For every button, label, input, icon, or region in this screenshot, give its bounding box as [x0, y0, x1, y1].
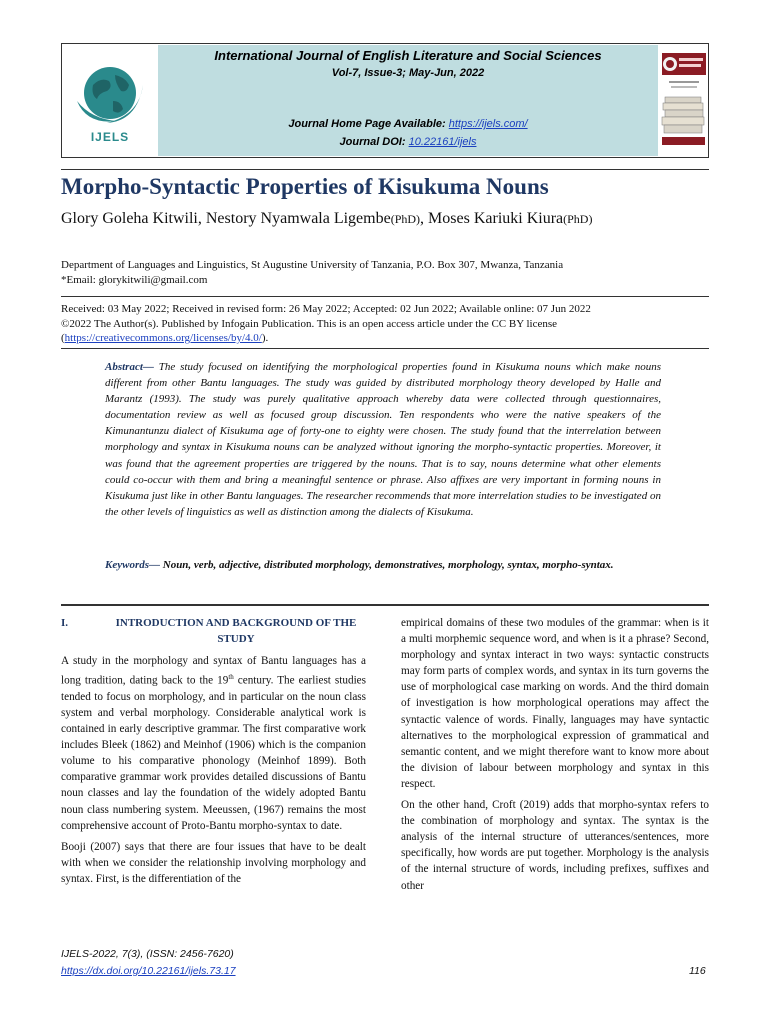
journal-header: [61, 43, 709, 158]
journal-info-band: [158, 45, 658, 156]
footer-doi-link[interactable]: https://dx.doi.org/10.22161/ijels.73.17: [61, 965, 236, 977]
author-1: Glory Goleha Kitwili,: [61, 210, 206, 227]
cover-image-icon: [659, 45, 708, 156]
author-3: , Moses Kariuki Kiura: [420, 210, 564, 227]
journal-volume: Vol-7, Issue-3; May-Jun, 2022: [331, 67, 485, 79]
license-line: ©2022 The Author(s). Published by Infogain Publication. This is an open access article under the CC BY license: [61, 317, 558, 330]
doi-label: Journal DOI:: [339, 136, 409, 148]
license-open-paren: (: [61, 332, 65, 344]
title-rule: [61, 169, 709, 170]
keywords-label: Keywords—: [105, 559, 160, 571]
section-title: INTRODUCTION AND BACKGROUND OF THE STUDY: [115, 617, 357, 645]
homepage-link[interactable]: https://ijels.com/: [448, 118, 528, 130]
affiliation: Department of Languages and Linguistics, St Augustine University of Tanzania, P.O. Box 307, Mwanza, Tanzania: [61, 259, 564, 271]
author-email: *Email: glorykitwili@gmail.com: [61, 273, 208, 286]
abstract-text: The study focused on identifying the morphological properties found in Kisukuma nouns which make nouns different from other Bantu languages. The study was guided by distributed morphology theory developed by Halle and Marantz (1993). The study was purely qualitative approach whereby data were collected through questionnaires, documentation review as well as focused group discussion. Ten respondents who were the native speakers of the Kimunantunzu dialect of Kisukuma age of forty-one to eighty were chosen. The study found that the interrelation between morphology and syntax in Kisukuma nouns can be analyzed without ignoring the morpho-syntactic properties. Moreover, it was found that the agreement properties are triggered by the nouns. That is to say, nouns determine what other elements could co-occur with them and bring a meaningful sentence or phrase. Also affixes are very important in forming nouns in Kisukuma just like in other Bantu languages. The researcher recommends that more interrelation studies to be investigated on the other levels of linguistics as well as distinction among the dialects of Kisukuma.: [105, 361, 661, 518]
abstract: [105, 359, 661, 520]
superscript: th: [228, 673, 234, 682]
author-list: [61, 210, 592, 228]
author-3-degree: (PhD): [563, 212, 593, 226]
article-title: Morpho-Syntactic Properties of Kisukuma Nouns: [61, 174, 549, 199]
paragraph: Booji (2007) says that there are four issues that have to be dealt with when we consider the relationship involving morphology and syntax. First, is the differentiation of the: [61, 840, 366, 885]
keywords-text: Noun, verb, adjective, distributed morphology, demonstratives, morphology, syntax, morpho-syntax.: [160, 559, 614, 571]
paragraph: [61, 653, 366, 834]
doi-link[interactable]: 10.22161/ijels: [408, 136, 477, 148]
right-column: [401, 615, 709, 899]
dates-line: Received: 03 May 2022; Received in revised form: 26 May 2022; Accepted: 02 Jun 2022; Available online: 07 Jun 2022: [61, 303, 591, 315]
section-number: I.: [61, 617, 69, 629]
abstract-top-rule: [61, 348, 709, 349]
abstract-label: Abstract—: [105, 361, 154, 373]
section-heading: [61, 615, 366, 647]
body-top-rule: [61, 604, 709, 606]
paragraph: empirical domains of these two modules of the grammar: when is it a multi morphemic sequence word, and when is it a phrase? Second, morphology and syntax interact in two ways: syntactic constructs may form parts of complex words, and syntax in its turn governs the use of morphological case marking on words. And the third domain of investigation is how morphological operations may affect the syntactic valence of words. Finally, languages may have syntactic alternatives to the morphological expression of grammatical and semantic content, and we might therefore want to know more about the division of labour between morphology and syntax in this respect.: [401, 617, 709, 790]
paragraph-text: century. The earliest studies tended to focus on morphology, and in particular on the noun class system and verbal morphology. Considerable analytical work is contained in early descriptive grammar. The first comparative work includes Bleek (1862) and Meinhof (1906) which is the companion volume to his comparative phonology (Meinhof 1899). Both comparative grammar work provides detailed discussions of Bantu noun classes and lay the foundation of the widely adopted Bantu noun class numbering system. Meeussen, (1967) remains the most comprehensive account of Proto-Bantu morpho-syntax to date.: [61, 674, 366, 832]
paragraph: On the other hand, Croft (2019) adds that morpho-syntax refers to the combination of morphology and syntax. The syntax is the analysis of the internal structure of utterances/sentences, more specifically, how words are put together. Morphology is the analysis of the internal structure of words, including prefixes, suffixes and other: [401, 799, 709, 892]
license-link-line: [61, 331, 701, 346]
paragraph-text: A study in the morphology and syntax of Bantu languages has a long tradition, dating back to the 19: [61, 655, 366, 687]
footer-citation: IJELS-2022, 7(3), (ISSN: 2456-7620): [61, 948, 234, 960]
journal-doi: [158, 136, 658, 148]
author-2: Nestory Nyamwala Ligembe: [205, 210, 391, 227]
license-close-paren: ).: [261, 332, 269, 344]
journal-cover-thumbnail: [659, 45, 708, 156]
homepage-label: Journal Home Page Available:: [288, 118, 449, 130]
logo-text: IJELS: [90, 130, 130, 144]
left-column: [61, 615, 366, 892]
journal-homepage: [158, 118, 658, 130]
keywords: [105, 557, 661, 573]
dates-top-rule: [61, 296, 709, 297]
globe-logo-icon: [63, 45, 158, 156]
affiliation-block: [61, 258, 701, 287]
page-number: 116: [689, 965, 706, 977]
journal-name: International Journal of English Literature and Social Sciences: [214, 48, 602, 63]
license-link[interactable]: https://creativecommons.org/licenses/by/4.0/: [64, 332, 262, 344]
publication-info: [61, 302, 701, 346]
journal-logo: [63, 45, 158, 156]
author-2-degree: (PhD): [390, 212, 421, 226]
